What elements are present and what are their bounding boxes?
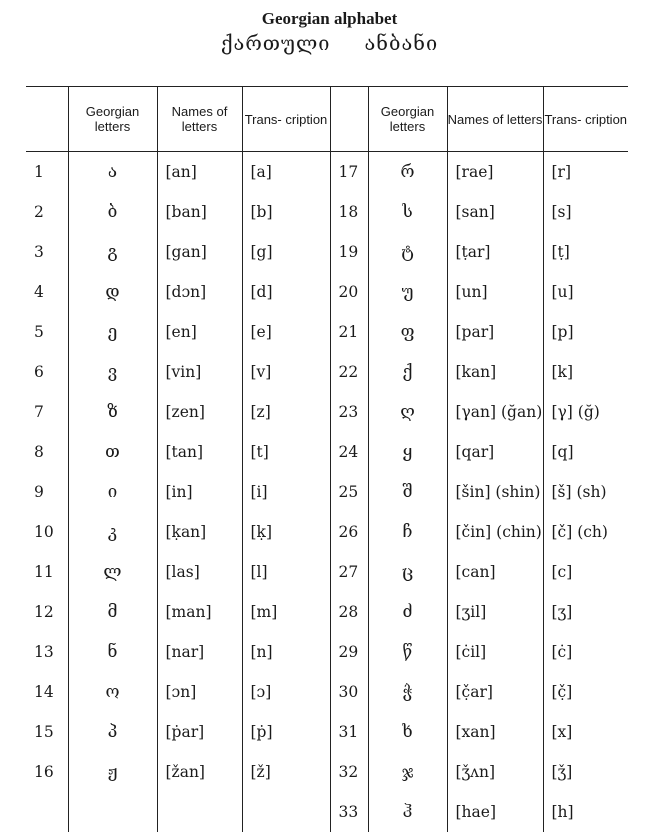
letter-name: [ɔn] <box>157 672 242 712</box>
georgian-letter: ძ <box>368 592 447 632</box>
georgian-letter: უ <box>368 272 447 312</box>
letter-transcription: [ž] <box>242 752 330 792</box>
page-title: Georgian alphabet <box>261 9 398 28</box>
letter-name: [č̣ar] <box>447 672 543 712</box>
georgian-letter: ბ <box>68 192 157 232</box>
letter-number: 12 <box>34 603 54 621</box>
header-names-right: Names of letters <box>447 87 543 152</box>
header-georgian-left: Georgian letters <box>68 87 157 152</box>
georgian-letter: ვ <box>68 352 157 392</box>
letter-transcription: [ṭ] <box>543 232 628 272</box>
letter-number: 5 <box>34 323 44 341</box>
letter-transcription: [i] <box>242 472 330 512</box>
letter-number: 8 <box>34 443 44 461</box>
letter-transcription: [u] <box>543 272 628 312</box>
table-row <box>26 152 628 193</box>
letter-number: 18 <box>330 192 368 232</box>
letter-transcription: [ċ] <box>543 632 628 672</box>
letter-transcription: [n] <box>242 632 330 672</box>
letter-number: 2 <box>34 203 44 221</box>
letter-number: 3 <box>34 243 44 261</box>
letter-name: [can] <box>447 552 543 592</box>
georgian-letter: თ <box>68 432 157 472</box>
georgian-letter: ფ <box>368 312 447 352</box>
letter-number: 15 <box>34 723 54 741</box>
letter-name: [čin] (chin) <box>447 512 543 552</box>
letter-name: [an] <box>157 152 242 193</box>
georgian-letter: დ <box>68 272 157 312</box>
letter-transcription: [m] <box>242 592 330 632</box>
letter-transcription: [t] <box>242 432 330 472</box>
letter-name: [man] <box>157 592 242 632</box>
letter-transcription: [ɔ] <box>242 672 330 712</box>
letter-number: 13 <box>34 643 54 661</box>
georgian-letter: ჭ <box>368 672 447 712</box>
georgian-letter: პ <box>68 712 157 752</box>
letter-number: 9 <box>34 483 44 501</box>
letter-transcription: [v] <box>242 352 330 392</box>
letter-number: 21 <box>330 312 368 352</box>
alphabet-table <box>26 86 628 832</box>
georgian-letter: ჩ <box>368 512 447 552</box>
letter-name: [ṗar] <box>157 712 242 752</box>
letter-name: [ṭar] <box>447 232 543 272</box>
letter-name: [gan] <box>157 232 242 272</box>
letter-name: [ċil] <box>447 632 543 672</box>
georgian-letter: მ <box>68 592 157 632</box>
letter-number: 23 <box>330 392 368 432</box>
table-row <box>26 232 628 272</box>
georgian-letter: ყ <box>368 432 447 472</box>
georgian-letter: კ <box>68 512 157 552</box>
letter-transcription: [g] <box>242 232 330 272</box>
georgian-letter: ტ <box>368 232 447 272</box>
letter-number: 4 <box>34 283 44 301</box>
letter-name: [tan] <box>157 432 242 472</box>
letter-transcription: [p] <box>543 312 628 352</box>
georgian-letter: ქ <box>368 352 447 392</box>
table-row <box>26 192 628 232</box>
table-row <box>26 752 628 792</box>
letter-name: [zen] <box>157 392 242 432</box>
georgian-letter: რ <box>368 152 447 193</box>
letter-transcription: [a] <box>242 152 330 193</box>
table-row <box>26 472 628 512</box>
letter-transcription: [x] <box>543 712 628 752</box>
subtitle-word-alphabet: ანბანი <box>364 31 439 55</box>
letter-number: 7 <box>34 403 44 421</box>
letter-transcription: [e] <box>242 312 330 352</box>
letter-name: [ḳan] <box>157 512 242 552</box>
letter-transcription <box>242 792 330 832</box>
letter-transcription: [š] (sh) <box>543 472 628 512</box>
header-transcription-right: Trans- cription <box>543 87 628 152</box>
georgian-letter <box>68 792 157 832</box>
letter-name: [γan] (ğan) <box>447 392 543 432</box>
letter-name: [xan] <box>447 712 543 752</box>
header-names-left: Names of letters <box>157 87 242 152</box>
letter-name: [šin] (shin) <box>447 472 543 512</box>
georgian-letter: ა <box>68 152 157 193</box>
letter-number: 26 <box>330 512 368 552</box>
georgian-letter: ი <box>68 472 157 512</box>
table-row <box>26 272 628 312</box>
letter-number: 10 <box>34 523 54 541</box>
letter-name: [dɔn] <box>157 272 242 312</box>
georgian-letter: ჰ <box>368 792 447 832</box>
letter-name: [qar] <box>447 432 543 472</box>
georgian-letter: წ <box>368 632 447 672</box>
letter-name <box>157 792 242 832</box>
letter-number: 1 <box>34 163 44 181</box>
letter-name: [ban] <box>157 192 242 232</box>
letter-number: 31 <box>330 712 368 752</box>
georgian-letter: ლ <box>68 552 157 592</box>
letter-transcription: [r] <box>543 152 628 193</box>
letter-number: 24 <box>330 432 368 472</box>
letter-number: 20 <box>330 272 368 312</box>
letter-name: [žan] <box>157 752 242 792</box>
letter-number: 29 <box>330 632 368 672</box>
header-row <box>26 87 628 152</box>
georgian-letter: ნ <box>68 632 157 672</box>
letter-number <box>26 792 68 832</box>
letter-transcription: [q] <box>543 432 628 472</box>
letter-transcription: [ʒ] <box>543 592 628 632</box>
letter-name: [par] <box>447 312 543 352</box>
georgian-letter: ხ <box>368 712 447 752</box>
letter-name: [san] <box>447 192 543 232</box>
letter-transcription: [č] (ch) <box>543 512 628 552</box>
georgian-letter: ღ <box>368 392 447 432</box>
table-row <box>26 512 628 552</box>
letter-name: [un] <box>447 272 543 312</box>
subtitle-word-georgian: ქართული <box>220 31 331 55</box>
page-subtitle <box>0 31 659 55</box>
letter-number: 16 <box>34 763 54 781</box>
table-row <box>26 792 628 832</box>
letter-transcription: [l] <box>242 552 330 592</box>
letter-transcription: [c] <box>543 552 628 592</box>
letter-transcription: [d] <box>242 272 330 312</box>
letter-number: 19 <box>330 232 368 272</box>
letter-name: [ǯʌn] <box>447 752 543 792</box>
georgian-letter: შ <box>368 472 447 512</box>
table-row <box>26 312 628 352</box>
table-row <box>26 592 628 632</box>
letter-name: [en] <box>157 312 242 352</box>
letter-transcription: [γ] (ğ) <box>543 392 628 432</box>
table-row <box>26 672 628 712</box>
georgian-letter: ც <box>368 552 447 592</box>
letter-name: [hae] <box>447 792 543 832</box>
letter-name: [nar] <box>157 632 242 672</box>
letter-name: [in] <box>157 472 242 512</box>
georgian-letter: ო <box>68 672 157 712</box>
letter-number: 30 <box>330 672 368 712</box>
letter-transcription: [k] <box>543 352 628 392</box>
letter-transcription: [ḳ] <box>242 512 330 552</box>
table-row <box>26 552 628 592</box>
letter-transcription: [ṗ] <box>242 712 330 752</box>
georgian-letter: ე <box>68 312 157 352</box>
georgian-letter: გ <box>68 232 157 272</box>
letter-transcription: [h] <box>543 792 628 832</box>
georgian-letter: ჯ <box>368 752 447 792</box>
table-row <box>26 392 628 432</box>
georgian-letter: ზ <box>68 392 157 432</box>
letter-number: 27 <box>330 552 368 592</box>
letter-name: [ʒil] <box>447 592 543 632</box>
table-row <box>26 352 628 392</box>
letter-number: 25 <box>330 472 368 512</box>
georgian-letter: ს <box>368 192 447 232</box>
table-row <box>26 432 628 472</box>
table-row <box>26 632 628 672</box>
letter-transcription: [ǯ] <box>543 752 628 792</box>
letter-number: 33 <box>330 792 368 832</box>
letter-number: 22 <box>330 352 368 392</box>
header-number-right <box>330 87 368 152</box>
letter-transcription: [b] <box>242 192 330 232</box>
letter-number: 6 <box>34 363 44 381</box>
letter-transcription: [č̣] <box>543 672 628 712</box>
header-transcription-left: Trans- cription <box>242 87 330 152</box>
header-georgian-right: Georgian letters <box>368 87 447 152</box>
letter-transcription: [z] <box>242 392 330 432</box>
letter-name: [vin] <box>157 352 242 392</box>
letter-number: 14 <box>34 683 54 701</box>
letter-number: 28 <box>330 592 368 632</box>
letter-name: [las] <box>157 552 242 592</box>
header-number-left <box>26 87 68 152</box>
letter-number: 32 <box>330 752 368 792</box>
letter-transcription: [s] <box>543 192 628 232</box>
letter-name: [rae] <box>447 152 543 193</box>
letter-number: 11 <box>34 563 54 581</box>
letter-name: [kan] <box>447 352 543 392</box>
table-row <box>26 712 628 752</box>
georgian-letter: ჟ <box>68 752 157 792</box>
letter-number: 17 <box>330 152 368 193</box>
